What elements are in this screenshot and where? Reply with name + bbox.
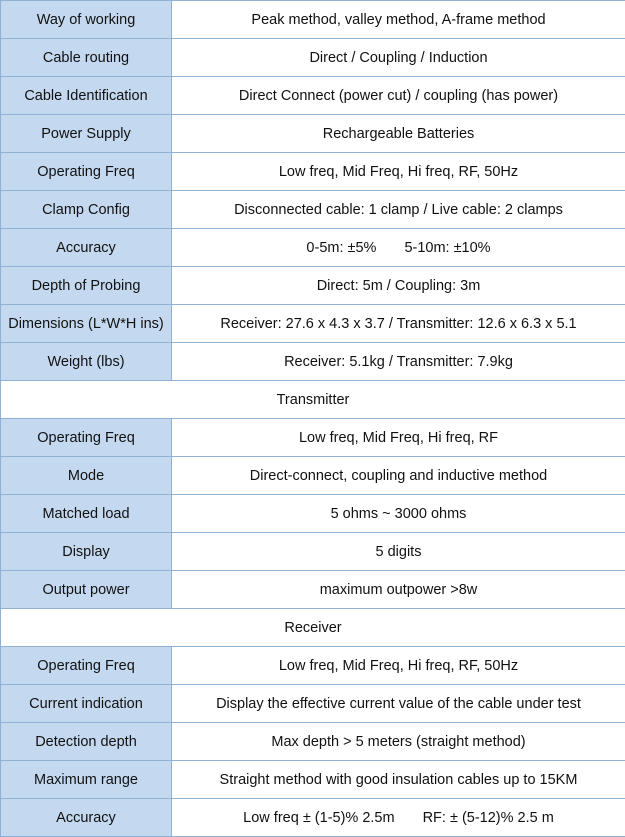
- spec-label: Operating Freq: [1, 647, 172, 685]
- spec-value: Receiver: 5.1kg / Transmitter: 7.9kg: [172, 343, 625, 381]
- table-row: [1, 419, 625, 457]
- spec-label: Operating Freq: [1, 153, 172, 191]
- spec-value: Max depth > 5 meters (straight method): [172, 723, 625, 761]
- table-row: [1, 39, 625, 77]
- spec-label: Detection depth: [1, 723, 172, 761]
- table-row: [1, 685, 625, 723]
- table-row: [1, 115, 625, 153]
- table-row: [1, 457, 625, 495]
- spec-value: Direct / Coupling / Induction: [172, 39, 625, 77]
- spec-value: Straight method with good insulation cables up to 15KM: [172, 761, 625, 799]
- spec-value: Low freq, Mid Freq, Hi freq, RF, 50Hz: [172, 647, 625, 685]
- table-row: [1, 495, 625, 533]
- spec-label: Accuracy: [1, 229, 172, 267]
- table-row: [1, 343, 625, 381]
- spec-label: Current indication: [1, 685, 172, 723]
- spec-value: Direct Connect (power cut) / coupling (has power): [172, 77, 625, 115]
- spec-value: Direct: 5m / Coupling: 3m: [172, 267, 625, 305]
- spec-value: maximum outpower >8w: [172, 571, 625, 609]
- spec-label: Dimensions (L*W*H ins): [1, 305, 172, 343]
- spec-label: Display: [1, 533, 172, 571]
- spec-label: Mode: [1, 457, 172, 495]
- spec-value: Display the effective current value of the cable under test: [172, 685, 625, 723]
- spec-label: Maximum range: [1, 761, 172, 799]
- spec-label: Operating Freq: [1, 419, 172, 457]
- spec-value: Low freq, Mid Freq, Hi freq, RF, 50Hz: [172, 153, 625, 191]
- transmitter-section-title: Transmitter: [1, 381, 625, 419]
- table-row: [1, 153, 625, 191]
- spec-value: Disconnected cable: 1 clamp / Live cable: 2 clamps: [172, 191, 625, 229]
- spec-value: [172, 799, 625, 837]
- spec-value: [172, 229, 625, 267]
- spec-label: Matched load: [1, 495, 172, 533]
- spec-label: Cable Identification: [1, 77, 172, 115]
- spec-value: 5 digits: [172, 533, 625, 571]
- spec-label: Power Supply: [1, 115, 172, 153]
- spec-label: Clamp Config: [1, 191, 172, 229]
- section-header-row: [1, 381, 625, 419]
- table-row: [1, 1, 625, 39]
- table-row: [1, 799, 625, 837]
- table-row: [1, 229, 625, 267]
- accuracy-low-freq: Low freq ± (1-5)% 2.5m: [243, 809, 395, 826]
- accuracy-rf: RF: ± (5-12)% 2.5 m: [422, 809, 554, 826]
- spec-label: Output power: [1, 571, 172, 609]
- accuracy-range-near: 0-5m: ±5%: [306, 239, 377, 256]
- table-row: [1, 647, 625, 685]
- table-row: [1, 77, 625, 115]
- spec-label: Weight (lbs): [1, 343, 172, 381]
- table-row: [1, 305, 625, 343]
- spec-label: Accuracy: [1, 799, 172, 837]
- spec-value: Direct-connect, coupling and inductive method: [172, 457, 625, 495]
- spec-value: Low freq, Mid Freq, Hi freq, RF: [172, 419, 625, 457]
- spec-value: Receiver: 27.6 x 4.3 x 3.7 / Transmitter: 12.6 x 6.3 x 5.1: [172, 305, 625, 343]
- section-header-row: [1, 609, 625, 647]
- spec-label: Way of working: [1, 1, 172, 39]
- receiver-section-title: Receiver: [1, 609, 625, 647]
- table-row: [1, 267, 625, 305]
- table-row: [1, 723, 625, 761]
- table-row: [1, 191, 625, 229]
- spec-label: Depth of Probing: [1, 267, 172, 305]
- spec-value: Rechargeable Batteries: [172, 115, 625, 153]
- accuracy-range-far: 5-10m: ±10%: [404, 239, 491, 256]
- spec-value: Peak method, valley method, A-frame method: [172, 1, 625, 39]
- table-row: [1, 533, 625, 571]
- table-row: [1, 761, 625, 799]
- spec-value: 5 ohms ~ 3000 ohms: [172, 495, 625, 533]
- table-row: [1, 571, 625, 609]
- spec-label: Cable routing: [1, 39, 172, 77]
